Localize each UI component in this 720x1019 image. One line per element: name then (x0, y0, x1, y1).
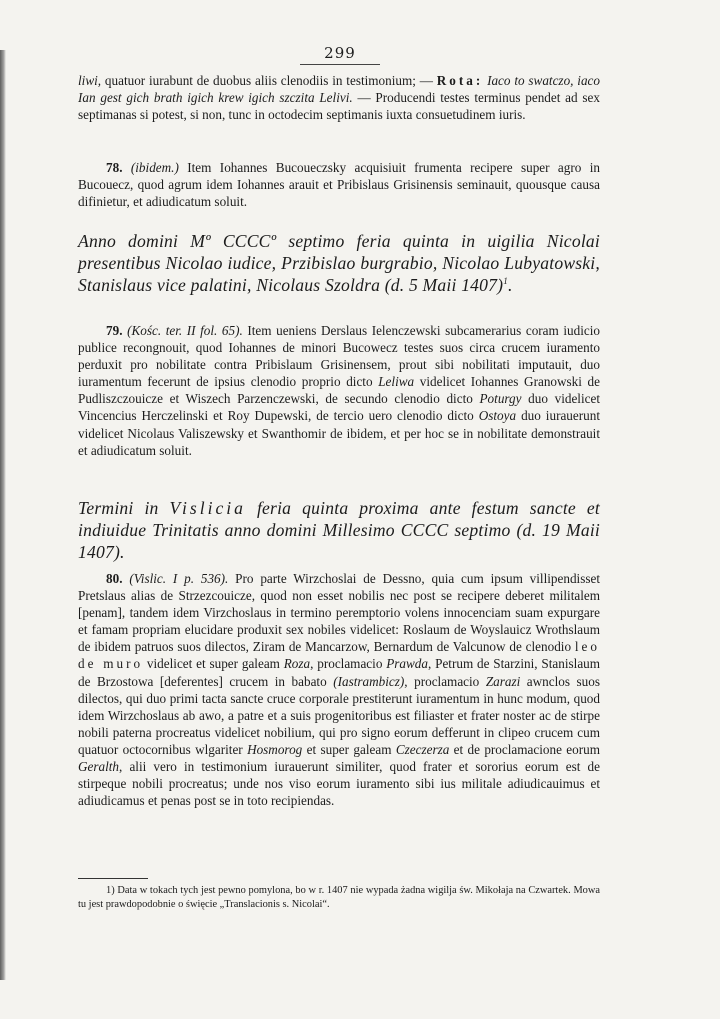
entry-text: , Petrum de Starzini, Stanislaum de Brzostowa [deferentes] crucem in babato (78, 656, 601, 689)
entry-text: et super galeam (302, 741, 396, 757)
heading-close: . (507, 275, 513, 295)
entry-number: 80. (106, 571, 123, 586)
entry-text: Pro parte Wirzchoslai de Dessno, quia cum ipsum villipendisset Pretslaus alias de Strzezcouicze, quod non esset nobilis nec post se recipere deberet militalem [penam], tandem idem Virzchoslaus in termino peremptorio volens innocenciam suam expurgare et famam propriam elucidare produxit sex nobiles videlicet: Roslaum de Woyslauicz Wrothslaum de ibidem patruos suos dilectos, Ziram de Mancarzow, Bernardum de Valcunow de clenodio (78, 571, 601, 655)
section-heading-1 (78, 230, 600, 296)
entry-78 (78, 159, 600, 210)
entry-text: , proclamacio (404, 673, 486, 689)
heading-text: Termini in (78, 498, 170, 518)
page-number: 299 (324, 44, 356, 62)
proclamacio-prawda: Prawda (386, 656, 428, 672)
entry-text: videlicet et super galeam (143, 656, 284, 672)
galea-czeczerza: Czeczerza (395, 741, 450, 757)
entry-source: (Kośc. ter. II fol. 65). (127, 323, 243, 338)
text: — Producendi testes terminus pendet ad sex septimanas si potest, si non, tunc in octodecim septimanis iuxta consuetudinem iuris. (78, 90, 600, 123)
word-liwi: liwi, (78, 73, 102, 88)
entry-text: et de proclamacione eorum (449, 741, 600, 757)
entry-text: duo videlicet Vincencius Herczelinski et Roy Dupewski, de tercio uero clenodio dicto (78, 391, 601, 424)
rota-text: Iaco to swatczo, iaco Ian gest gich brath igich krew igich szczita Lelivi. (78, 73, 600, 106)
entry-text: Item Iohannes Bucoueczsky acquisiuit frumenta recipere super agro in Bucouecz, quod agrum idem Iohannes arauit et Pribislaus Grisinensis seminauit, quousque causa difinietur, et adiudicatum soluit. (78, 160, 600, 210)
footnote-ref: 1 (503, 276, 508, 287)
page-number-rule (300, 64, 380, 65)
footnote-mark: 1) (106, 885, 115, 896)
section-heading-2 (78, 497, 600, 563)
entry-text: videlicet Iohannes Granowski de Pudliszczouicze et Wiszech Parzenczewski, de secundo clenodio dicto (78, 374, 601, 407)
entry-77-continuation (78, 72, 600, 123)
entry-80 (78, 570, 600, 809)
footnote-rule (78, 878, 148, 879)
entry-source: (ibidem.) (130, 160, 179, 175)
heading-text: feria quinta proxima ante festum sancte et indiuidue Trinitatis anno domini Millesimo CCCC septimo (d. 19 Maii 1407). (78, 498, 600, 562)
rota-label: Rota: (436, 73, 484, 88)
entry-text: , alii vero in testimonium iurauerunt similiter, quod frater et sororius eorum est de stirpeque nobili procreatus; unde nos viso eorum iuramento sibi ius militale adiudicauimus et adiudicamus et penas post se in toto recipiendas. (78, 759, 600, 809)
clenodium-iastrambicz: (Iastrambicz) (333, 673, 405, 689)
clenodium-hosmorog: Hosmorog (247, 741, 303, 757)
footnote (78, 884, 600, 913)
entry-text: Item ueniens Derslaus Ielenczewski subcamerarius coram iudicio publice recongnouit, quod Iohannes de minori Bucowecz testes suos circa crucem iuramento perduxit pro nobilitate contra Pribislaum Grisinensem, prout sibi nobilitati imputauit, duo iuramentum fecerunt de ipsius clenodio proprio dicto (78, 323, 600, 390)
entry-text: , proclamacio (310, 656, 387, 672)
entry-79 (78, 322, 600, 459)
clenodium-leliwa: Leliwa (378, 374, 415, 390)
heading-place: Vislicia (169, 498, 246, 518)
clenodium-poturgy: Poturgy (479, 391, 522, 407)
clenodium-leo-de-muro: leo de muro (78, 639, 600, 672)
text: quatuor iurabunt de duobus aliis clenodiis in testimonium; — (101, 73, 437, 88)
entry-number: 79. (106, 323, 123, 338)
binding-edge (0, 50, 6, 980)
galea-roza: Roza (283, 656, 311, 672)
entry-source: (Vislic. I p. 536). (129, 571, 229, 586)
proclamacio-zarazi: Zarazi (485, 673, 521, 689)
proclamacio-geralth: Geralth (78, 759, 120, 775)
entry-text: awnclos suos dilectos, qui duo primi tacta sancte cruce corporale prestiterunt iuramentum in hunc modum, quod idem Wirzchoslaus ab awo, a patre et a suis progenitoribus est filiaster et frater noster ac de stirpe nobili paterna procreatus videlicet nobilium, qui pro signo eorum defferunt in clipeo crucem cum quatuor octocornibus wlgariter (78, 673, 600, 757)
clenodium-ostoya: Ostoya (478, 408, 517, 424)
entry-text: duo iurauerunt videlicet Nicolaus Valiszewsky et Swanthomir de ibidem, et per hoc se in nobilitate demonstrauit et adiudicatum soluit. (78, 408, 601, 458)
footnote-text: Data w tokach tych jest pewno pomylona, bo w r. 1407 nie wypada żadna wigilja św. Mikołaja na Czwartek. Mowa tu jest prawdopodobnie o święcie „Translacionis s. Nicolai“. (78, 885, 600, 911)
heading-text: Anno domini Mº CCCCº septimo feria quinta in uigilia Nicolai presentibus Nicolao iudice, Przibislao burgrabio, Nicolao Lubyatowski, Stanislaus vice palatini, Nicolaus Szoldra (d. 5 Maii 1407) (78, 231, 600, 295)
entry-number: 78. (106, 160, 123, 175)
